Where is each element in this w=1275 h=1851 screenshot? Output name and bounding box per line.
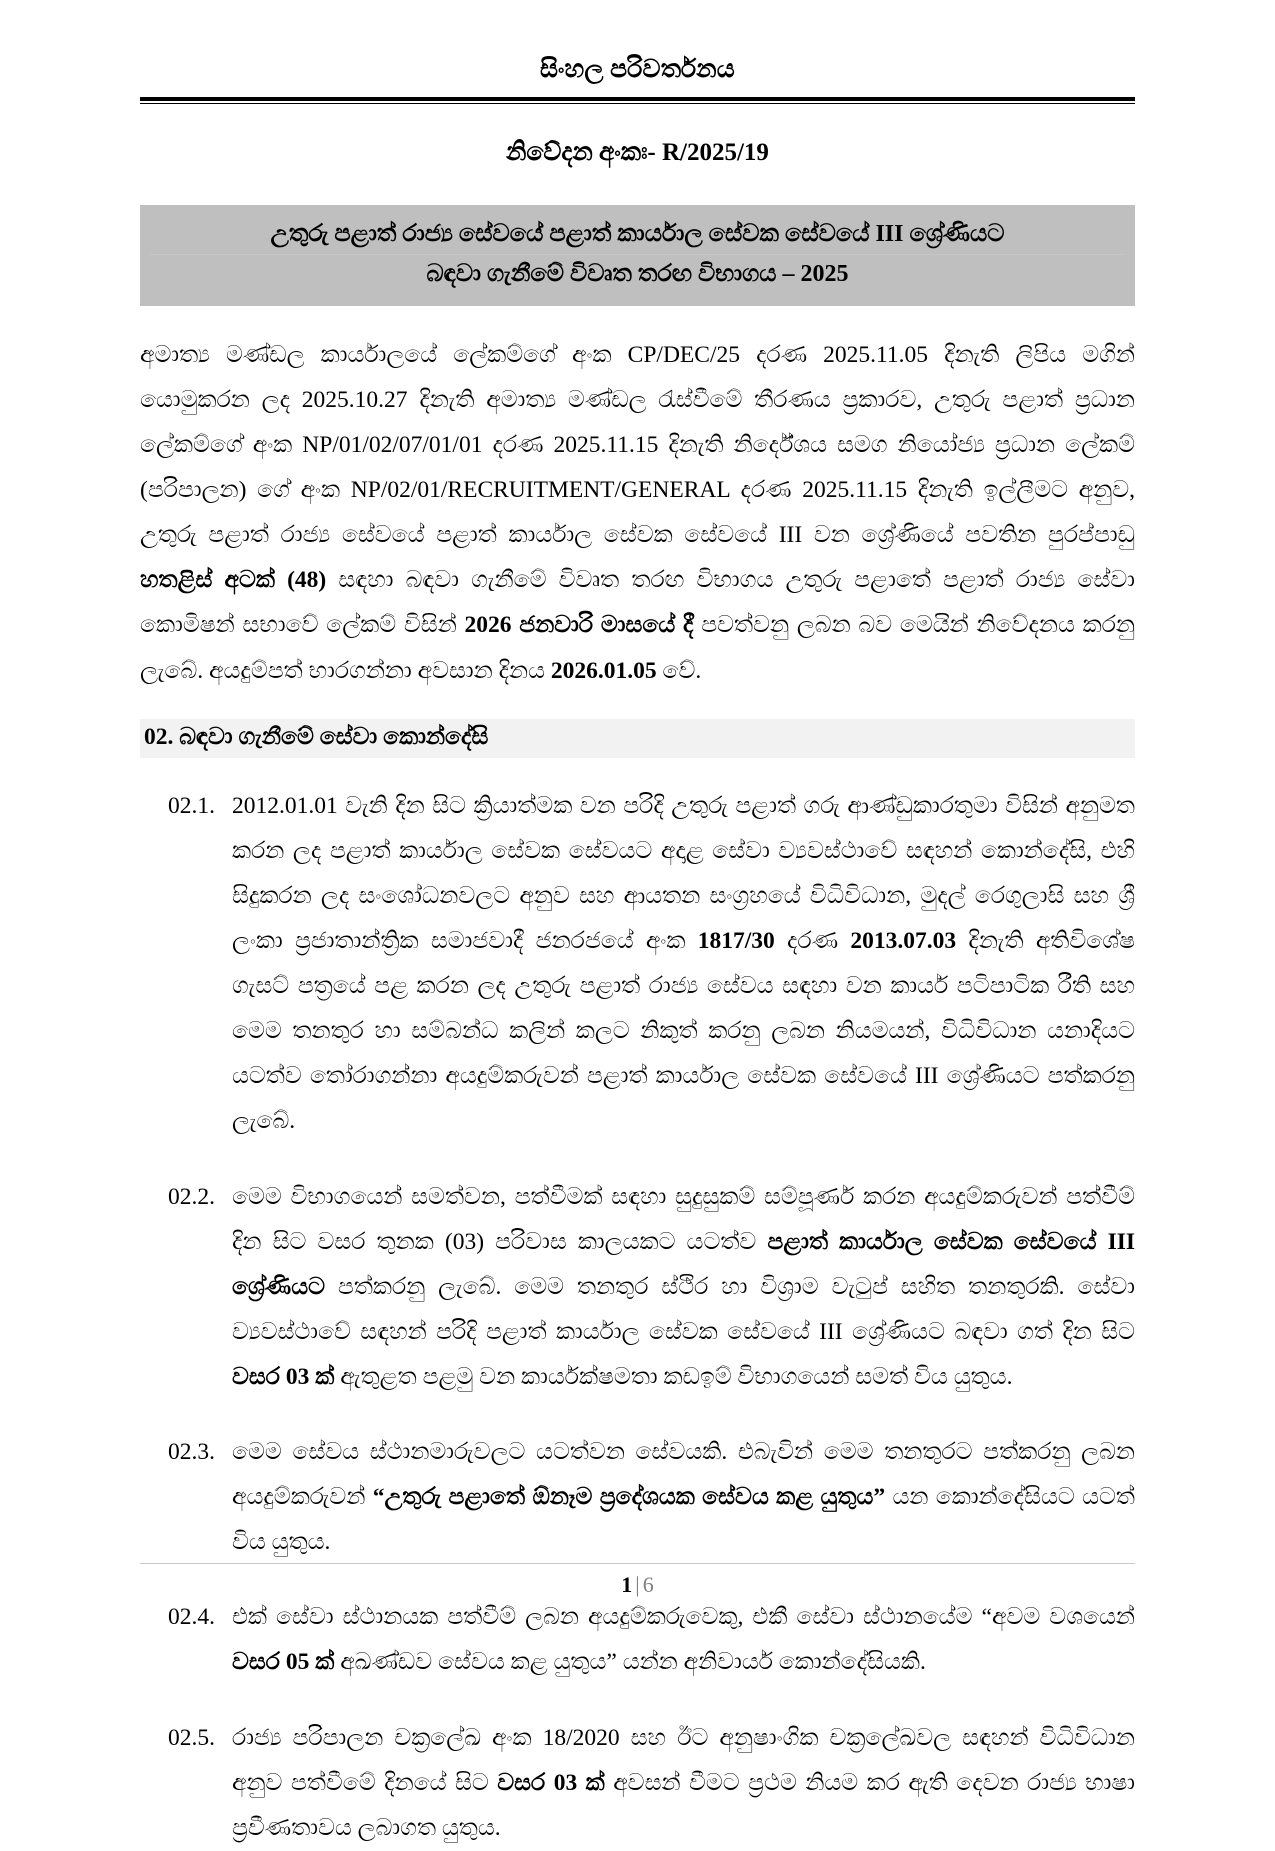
clause-text-part-3: දිනැති අතිවිශේෂ ගැසට් පත්‍රයේ පළ කරන ලද උතුරු පළාත් රාජ්‍ය සේවය සඳහා වන කාර්ය පටිපාටික රීති සහ මෙම තනතුර හා සම්බන්ධ කලින් කලට නිකුත් කරනු ලබන නියමයන්, විධිවිධාන යනාදියට යටත්ව තෝරාගන්නා අයදුම්කරුවන් පළාත් කාර්යාල සේවක සේවයේ III ශ්‍රේණියට පත්කරනු ලැබේ. — [232, 927, 1135, 1135]
clause-number: 02.3. — [168, 1439, 215, 1466]
service-anywhere-condition-bold: “උතුරු පළාතේ ඕනෑම ප්‍රදේශයක සේවය කළ යුතුය” — [372, 1484, 886, 1511]
clause-text — [232, 784, 1135, 1145]
gazette-date-bold: 2013.07.03 — [850, 927, 957, 954]
section-heading-02: 02. බඳවා ගැනීමේ සේවා කොන්දේසි — [140, 719, 1135, 758]
clause-item — [140, 784, 1135, 1145]
vacancy-count-bold: හතළිස් අටක් (48) — [140, 567, 327, 594]
current-page-number: 1 — [621, 1572, 633, 1597]
three-years-language-bold: වසර 03 ක් — [497, 1769, 605, 1796]
clause-text — [232, 1595, 1135, 1685]
clause-text-part-1: මෙම විභාගයෙන් සමත්වන, පත්වීමක් සඳහා සුදුසුකම් සම්පූර්ණ කරන අයදුම්කරුවන් පත්වීම් දින සිට වසර තුනක (03) පරිවාස කාලයකට යටත්ව — [232, 1183, 1135, 1255]
total-page-count: 6 — [642, 1572, 654, 1597]
footer-divider — [140, 1563, 1135, 1564]
clause-text-part-2: අඛණ්ඩව සේවය කළ යුතුය” යන්න අනිවාර්ය කොන්දේසියකි. — [334, 1649, 926, 1676]
exam-month-bold: 2026 ජනවාරි මාසයේ දී — [464, 612, 694, 639]
clause-item — [140, 1595, 1135, 1685]
intro-text-part-2: සඳහා බඳවා ගැනීමේ විවෘත තරඟ විභාගය උතුරු පළාතේ පළාත් රාජ්‍ය සේවා කොමිෂන් සභාවේ ලේකම් විසින් — [140, 567, 1135, 639]
intro-text-part-1: අමාත්‍ය මණ්ඩල කාර්යාලයේ ලේකම්ගේ අංක CP/DEC/25 දරණ 2025.11.05 දිනැති ලිපිය මගින් යොමුකරන ලද 2025.10.27 දිනැති අමාත්‍ය මණ්ඩල රැස්වීමේ තීරණය ප්‍රකාරව, උතුරු පළාත් ප්‍රධාන ලේකම්ගේ අංක NP/01/02/07/01/01 දරණ 2025.11.15 දිනැති නිර්දේශය සමග නියෝජ්‍ය ප්‍රධාන ලේකම් (පරිපාලන) ගේ අංක NP/02/01/RECRUITMENT/GENERAL දරණ 2025.11.15 දිනැති ඉල්ලීමට අනුව, උතුරු පළාත් රාජ්‍ය සේවයේ පළාත් කාර්යාල සේවක සේවයේ III වන ශ්‍රේණියේ පවතින පුරප්පාඩු — [140, 341, 1135, 549]
clause-item — [140, 1716, 1135, 1851]
clause-text-part-1: එක් සේවා ස්ථානයක පත්වීම් ලබන අයදුම්කරුවෙකු, එකී සේවා ස්ථානයේම “අවම වශයෙන් — [232, 1604, 1135, 1631]
page-footer — [140, 1563, 1135, 1598]
intro-text-part-4: වේ. — [656, 657, 702, 684]
clause-text-part-1: 2012.01.01 වැනි දින සිට ක්‍රියාත්මක වන පරිදි උතුරු පළාත් ගරු ආණ්ඩුකාරතුමා විසින් අනුමත කරන ලද පළාත් කාර්යාල සේවක සේවයට අදාළ සේවා ව්‍යවස්ථාවේ සඳහන් කොන්දේසි, එහි සිදුකරන ලද සංශෝධනවලට අනුව සහ ආයතන සංග්‍රහයේ විධිවිධාන, මුදල් රෙගුලාසි සහ ශ්‍රී ලංකා ප්‍රජාතාන්ත්‍රික සමාජවාදී ජනරජයේ අංක — [232, 792, 1135, 954]
three-years-bold: වසර 03 ක් — [232, 1363, 335, 1390]
clause-item — [140, 1430, 1135, 1565]
intro-paragraph — [140, 333, 1135, 694]
header-divider — [140, 97, 1135, 104]
clause-text-part-3: ඇතුළත පළමු වන කාර්යක්ෂමතා කඩඉම් විභාගයෙන් සමත් විය යුතුය. — [334, 1363, 1013, 1390]
page-number-separator: | — [635, 1572, 640, 1597]
document-header-title: සිංහල පරිවර්තනය — [539, 56, 735, 83]
clause-text-part-1: රාජ්‍ය පරිපාලන චක්‍රලේඛ අංක 18/2020 සහ ඊට අනුෂාංගික චක්‍රලේඛවල සඳහන් විධිවිධාන අනුව පත්වීමේ දිනයේ සිට — [232, 1724, 1135, 1796]
clause-text-part-2: යන කොන්දේසියට යටත් විය යුතුය. — [232, 1484, 1135, 1556]
five-years-bold: වසර 05 ක් — [232, 1649, 335, 1676]
clause-text-part-2: අවසන් වීමට ප්‍රථම නියම කර ඇති දෙවන රාජ්‍ය භාෂා ප්‍රවීණතාවය ලබාගත යුතුය. — [232, 1769, 1136, 1841]
clause-number: 02.1. — [168, 792, 215, 819]
clause-text-part-2: පත්කරනු ලැබේ. මෙම තනතුර ස්ථිර හා විශ්‍රාම වැටුප් සහිත තනතුරකි. සේවා ව්‍යවස්ථාවේ සඳහන් පරිදි පළාත් කාර්යාල සේවක සේවයේ III ශ්‍රේණියට බඳවා ගත් දින සිට — [232, 1273, 1135, 1345]
exam-title-line-1: උතුරු පළාත් රාජ්‍ය සේවයේ පළාත් කාර්යාල සේවක සේවයේ III ශ්‍රේණියට — [270, 221, 1005, 247]
closing-date-bold: 2026.01.05 — [550, 657, 657, 684]
clause-list — [140, 784, 1135, 1851]
clause-number: 02.2. — [168, 1183, 215, 1210]
exam-title-banner — [140, 205, 1135, 306]
clause-item — [140, 1175, 1135, 1401]
clause-text-part-1: මෙම සේවය ස්ථානමාරුවලට යටත්වන සේවයකි. එබැවින් මෙම තනතුරට පත්කරනු ලබන අයදුම්කරුවන් — [232, 1439, 1135, 1511]
clause-text-part-2: දරණ — [774, 927, 851, 954]
clause-number: 02.4. — [168, 1604, 215, 1631]
intro-text-part-3: පවත්වනු ලබන බව මෙයින් නිවේදනය කරනු ලැබේ. අයදුම්පත් භාරගන්නා අවසාන දිනය — [140, 612, 1136, 684]
gazette-number-bold: 1817/30 — [697, 927, 775, 954]
clause-text — [232, 1716, 1135, 1851]
clause-number: 02.5. — [168, 1724, 215, 1751]
clause-text — [232, 1430, 1135, 1565]
grade-appointment-bold: පළාත් කාර්යාල සේවක සේවයේ III ශ්‍රේණියට — [232, 1228, 1136, 1300]
page-number — [140, 1572, 1135, 1598]
notice-number: නිවේදන අංකඃ- R/2025/19 — [506, 139, 769, 166]
clause-text — [232, 1175, 1135, 1401]
exam-title-line-2: බඳවා ගැනීමේ විවෘත තරඟ විභාගය – 2025 — [150, 254, 1125, 294]
